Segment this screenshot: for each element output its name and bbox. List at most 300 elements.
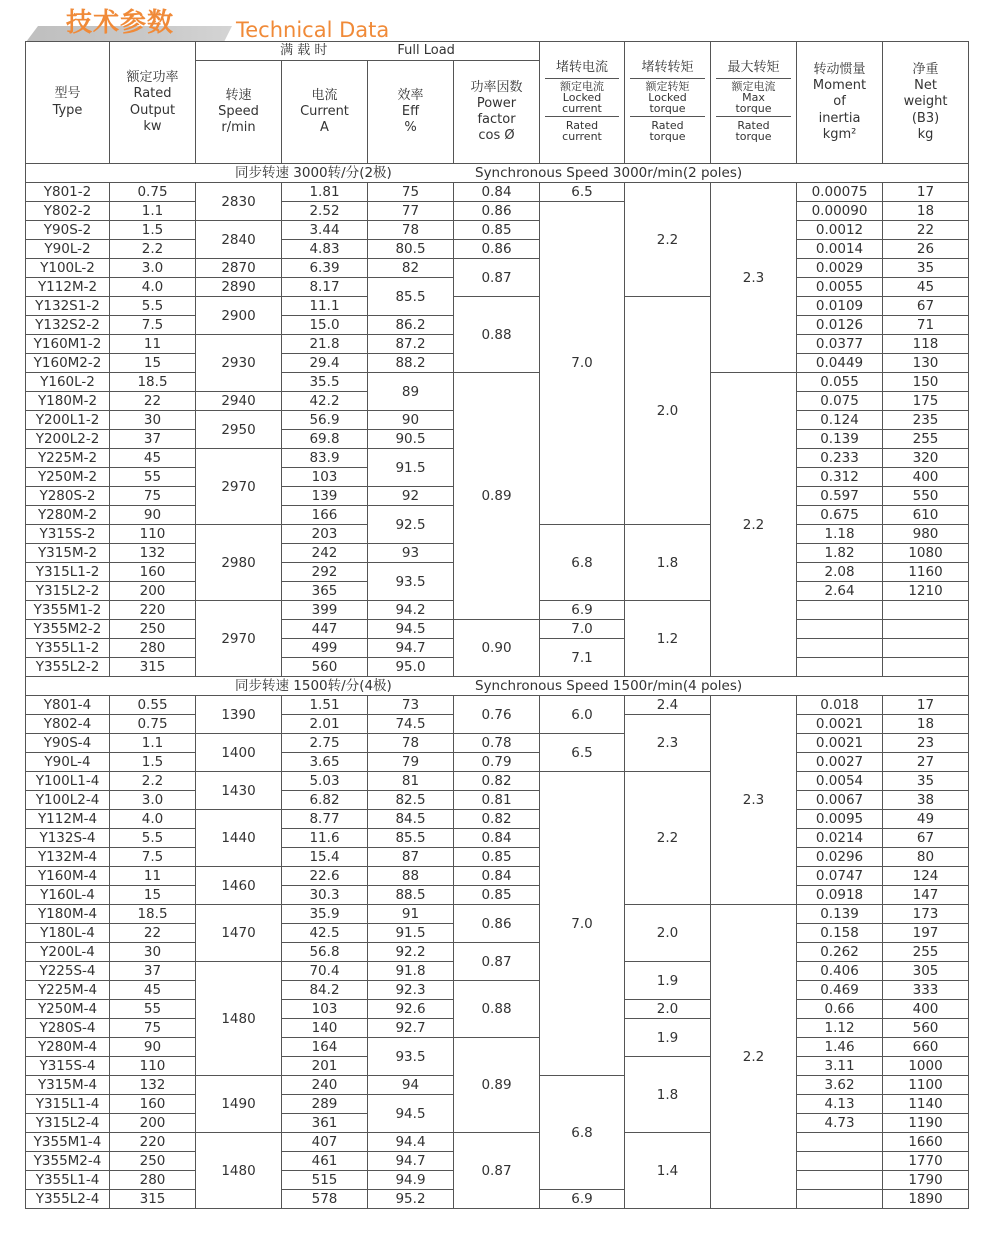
current-cell: 3.44: [282, 221, 368, 240]
header-inertia-en3: inertia: [818, 110, 861, 126]
speed-cell: 2840: [196, 221, 282, 259]
current-cell: 140: [282, 1019, 368, 1038]
inertia-cell: 0.0012: [797, 221, 883, 240]
header-eff-cn: 效率: [397, 87, 424, 103]
rated-output-cell: 7.5: [110, 316, 196, 335]
current-cell: 201: [282, 1057, 368, 1076]
max-torque-cell: 2.3: [711, 696, 797, 905]
current-cell: 69.8: [282, 430, 368, 449]
inertia-cell: 0.0027: [797, 753, 883, 772]
power-factor-cell: 0.84: [454, 829, 540, 848]
type-cell: Y225M-4: [26, 981, 110, 1000]
eff-cell: 85.5: [368, 829, 454, 848]
current-cell: 139: [282, 487, 368, 506]
section-label-en: Synchronous Speed 1500r/min(4 poles): [475, 678, 743, 694]
table-row: [26, 202, 969, 221]
current-cell: 35.5: [282, 373, 368, 392]
header-weight-en1: Net: [914, 78, 937, 94]
header-rated-output: [110, 42, 196, 164]
type-cell: Y160M1-2: [26, 335, 110, 354]
table-row: [26, 297, 969, 316]
rated-output-cell: 30: [110, 411, 196, 430]
header-current-unit: A: [320, 120, 329, 136]
inertia-cell: 0.124: [797, 411, 883, 430]
type-cell: Y200L-4: [26, 943, 110, 962]
technical-data-table: [25, 41, 969, 1209]
locked-torque-cell: 1.4: [625, 1133, 711, 1209]
type-cell: Y355L1-4: [26, 1171, 110, 1190]
weight-cell: 118: [883, 335, 969, 354]
speed-cell: 1470: [196, 905, 282, 962]
weight-cell: 1770: [883, 1152, 969, 1171]
eff-cell: 77: [368, 202, 454, 221]
type-cell: Y315L2-2: [26, 582, 110, 601]
current-cell: 560: [282, 658, 368, 677]
eff-cell: 92.7: [368, 1019, 454, 1038]
table-row: [26, 905, 969, 924]
current-cell: 83.9: [282, 449, 368, 468]
weight-cell: 27: [883, 753, 969, 772]
speed-cell: 1440: [196, 810, 282, 867]
speed-cell: 1400: [196, 734, 282, 772]
table-row: [26, 1038, 969, 1057]
eff-cell: 92.5: [368, 506, 454, 544]
eff-cell: 85.5: [368, 278, 454, 316]
rated-output-cell: 11: [110, 867, 196, 886]
type-cell: Y801-2: [26, 183, 110, 202]
current-cell: 35.9: [282, 905, 368, 924]
current-cell: 289: [282, 1095, 368, 1114]
eff-cell: 92.3: [368, 981, 454, 1000]
power-factor-cell: 0.82: [454, 810, 540, 829]
header-rated-output-cn: 额定功率: [126, 70, 179, 85]
power-factor-cell: 0.82: [454, 772, 540, 791]
inertia-cell: 0.0126: [797, 316, 883, 335]
rated-output-cell: 11: [110, 335, 196, 354]
table-row: [26, 620, 969, 639]
power-factor-cell: 0.85: [454, 848, 540, 867]
header-locked-current-mid-cn: 额定电流: [560, 79, 605, 93]
header-inertia-cn: 转动惯量: [813, 61, 866, 77]
table-row: [26, 791, 969, 810]
inertia-cell: 0.469: [797, 981, 883, 1000]
weight-cell: 980: [883, 525, 969, 544]
header-locked-torque: [625, 42, 711, 164]
eff-cell: 93.5: [368, 1038, 454, 1076]
weight-cell: 38: [883, 791, 969, 810]
rated-output-cell: 45: [110, 449, 196, 468]
rated-output-cell: 3.0: [110, 791, 196, 810]
weight-cell: 255: [883, 430, 969, 449]
section-label: [26, 164, 969, 183]
speed-cell: 2970: [196, 601, 282, 677]
inertia-cell: 1.12: [797, 1019, 883, 1038]
rated-output-cell: 0.75: [110, 715, 196, 734]
current-cell: 515: [282, 1171, 368, 1190]
header-type: [26, 42, 110, 164]
eff-cell: 88.2: [368, 354, 454, 373]
eff-cell: 80.5: [368, 240, 454, 259]
rated-output-cell: 4.0: [110, 810, 196, 829]
locked-torque-cell: 1.9: [625, 1019, 711, 1057]
inertia-cell: 2.64: [797, 582, 883, 601]
eff-cell: 81: [368, 772, 454, 791]
inertia-cell: 0.0449: [797, 354, 883, 373]
eff-cell: 74.5: [368, 715, 454, 734]
current-cell: 103: [282, 468, 368, 487]
current-cell: 21.8: [282, 335, 368, 354]
rated-output-cell: 315: [110, 658, 196, 677]
inertia-cell: 0.0014: [797, 240, 883, 259]
eff-cell: 87.2: [368, 335, 454, 354]
type-cell: Y315M-4: [26, 1076, 110, 1095]
header-power-factor-cn: 功率因数: [470, 79, 523, 95]
type-cell: Y180L-4: [26, 924, 110, 943]
table-row: [26, 886, 969, 905]
header-inertia-en1: Moment: [812, 78, 867, 94]
inertia-cell: 0.139: [797, 430, 883, 449]
speed-cell: 1480: [196, 962, 282, 1076]
max-torque-cell: 2.3: [711, 183, 797, 373]
section-label: [26, 677, 969, 696]
current-cell: 29.4: [282, 354, 368, 373]
rated-output-cell: 37: [110, 430, 196, 449]
weight-cell: 400: [883, 468, 969, 487]
table-row: [26, 1133, 969, 1152]
type-cell: Y112M-4: [26, 810, 110, 829]
inertia-cell: 4.73: [797, 1114, 883, 1133]
weight-cell: 17: [883, 696, 969, 715]
weight-cell: [883, 620, 969, 639]
current-cell: 407: [282, 1133, 368, 1152]
header-weight-en2: weight: [903, 94, 948, 110]
table-row: [26, 981, 969, 1000]
locked-torque-cell: 2.3: [625, 715, 711, 772]
current-cell: 1.51: [282, 696, 368, 715]
header-locked-torque-bot2: torque: [649, 129, 686, 143]
weight-cell: 175: [883, 392, 969, 411]
current-cell: 365: [282, 582, 368, 601]
type-cell: Y315L2-4: [26, 1114, 110, 1133]
header-max-torque-bot2: torque: [735, 129, 772, 143]
page-banner: [0, 0, 998, 42]
current-cell: 30.3: [282, 886, 368, 905]
header-eff-en: Eff: [401, 103, 420, 119]
weight-cell: 1660: [883, 1133, 969, 1152]
rated-output-cell: 22: [110, 392, 196, 411]
weight-cell: 80: [883, 848, 969, 867]
locked-current-cell: 6.5: [540, 734, 625, 772]
weight-cell: [883, 658, 969, 677]
weight-cell: 26: [883, 240, 969, 259]
weight-cell: [883, 639, 969, 658]
locked-current-cell: 6.5: [540, 183, 625, 202]
eff-cell: 92.2: [368, 943, 454, 962]
current-cell: 42.5: [282, 924, 368, 943]
weight-cell: [883, 601, 969, 620]
locked-torque-cell: 2.0: [625, 905, 711, 962]
header-power-factor-unit: cos Ø: [478, 128, 515, 144]
rated-output-cell: 200: [110, 1114, 196, 1133]
weight-cell: 1790: [883, 1171, 969, 1190]
weight-cell: 130: [883, 354, 969, 373]
power-factor-cell: 0.89: [454, 373, 540, 620]
rated-output-cell: 1.1: [110, 734, 196, 753]
banner-title-en: Technical Data: [236, 18, 390, 42]
eff-cell: 79: [368, 753, 454, 772]
rated-output-cell: 200: [110, 582, 196, 601]
rated-output-cell: 132: [110, 1076, 196, 1095]
locked-current-cell: 6.9: [540, 601, 625, 620]
rated-output-cell: 315: [110, 1190, 196, 1209]
rated-output-cell: 22: [110, 924, 196, 943]
type-cell: Y132S1-2: [26, 297, 110, 316]
power-factor-cell: 0.88: [454, 981, 540, 1038]
rated-output-cell: 5.5: [110, 829, 196, 848]
rated-output-cell: 220: [110, 601, 196, 620]
rated-output-cell: 110: [110, 525, 196, 544]
current-cell: 361: [282, 1114, 368, 1133]
inertia-cell: 0.158: [797, 924, 883, 943]
header-locked-current-mid2: current: [562, 101, 602, 115]
eff-cell: 92: [368, 487, 454, 506]
table-row: [26, 373, 969, 392]
type-cell: Y112M-2: [26, 278, 110, 297]
type-cell: Y90L-4: [26, 753, 110, 772]
rated-output-cell: 3.0: [110, 259, 196, 278]
current-cell: 461: [282, 1152, 368, 1171]
type-cell: Y160L-2: [26, 373, 110, 392]
locked-torque-cell: 2.2: [625, 183, 711, 297]
inertia-cell: [797, 658, 883, 677]
rated-output-cell: 1.1: [110, 202, 196, 221]
header-power-factor: [454, 61, 540, 164]
rated-output-cell: 55: [110, 468, 196, 487]
type-cell: Y180M-2: [26, 392, 110, 411]
speed-cell: 2940: [196, 392, 282, 411]
eff-cell: 95.0: [368, 658, 454, 677]
type-cell: Y100L-2: [26, 259, 110, 278]
inertia-cell: 0.00075: [797, 183, 883, 202]
locked-current-cell: 6.9: [540, 1190, 625, 1209]
eff-cell: 91: [368, 905, 454, 924]
rated-output-cell: 160: [110, 563, 196, 582]
weight-cell: 1080: [883, 544, 969, 563]
inertia-cell: 1.46: [797, 1038, 883, 1057]
inertia-cell: 0.66: [797, 1000, 883, 1019]
eff-cell: 91.5: [368, 449, 454, 487]
locked-torque-cell: 2.2: [625, 772, 711, 905]
weight-cell: 71: [883, 316, 969, 335]
type-cell: Y802-2: [26, 202, 110, 221]
header-full-load-en: Full Load: [397, 42, 455, 58]
speed-cell: 1480: [196, 1133, 282, 1209]
eff-cell: 94: [368, 1076, 454, 1095]
power-factor-cell: 0.84: [454, 183, 540, 202]
speed-cell: 2970: [196, 449, 282, 525]
weight-cell: 255: [883, 943, 969, 962]
type-cell: Y802-4: [26, 715, 110, 734]
current-cell: 2.75: [282, 734, 368, 753]
current-cell: 6.39: [282, 259, 368, 278]
eff-cell: 90.5: [368, 430, 454, 449]
table-row: [26, 734, 969, 753]
header-locked-current-mid1: Locked: [562, 90, 602, 104]
table-row: [26, 259, 969, 278]
current-cell: 42.2: [282, 392, 368, 411]
table-body: [26, 164, 969, 1209]
rated-output-cell: 90: [110, 506, 196, 525]
inertia-cell: 0.0029: [797, 259, 883, 278]
rated-output-cell: 0.55: [110, 696, 196, 715]
header-locked-current-cn: 堵转电流: [545, 60, 619, 78]
table-row: [26, 848, 969, 867]
power-factor-cell: 0.87: [454, 943, 540, 981]
type-cell: Y132S-4: [26, 829, 110, 848]
type-cell: Y160M-4: [26, 867, 110, 886]
current-cell: 6.82: [282, 791, 368, 810]
type-cell: Y801-4: [26, 696, 110, 715]
inertia-cell: 0.0296: [797, 848, 883, 867]
table-row: [26, 772, 969, 791]
header-rated-output-en1: Rated: [133, 86, 172, 102]
type-cell: Y355M2-4: [26, 1152, 110, 1171]
current-cell: 70.4: [282, 962, 368, 981]
inertia-cell: [797, 1190, 883, 1209]
table-row: [26, 943, 969, 962]
power-factor-cell: 0.78: [454, 734, 540, 753]
current-cell: 84.2: [282, 981, 368, 1000]
header-locked-current: [540, 42, 625, 164]
header-locked-torque-mid1: Locked: [648, 90, 687, 104]
rated-output-cell: 110: [110, 1057, 196, 1076]
current-cell: 292: [282, 563, 368, 582]
header-inertia-en2: of: [833, 94, 846, 110]
inertia-cell: 1.82: [797, 544, 883, 563]
inertia-cell: [797, 639, 883, 658]
type-cell: Y250M-2: [26, 468, 110, 487]
banner-title-cn: 技术参数: [66, 8, 175, 38]
power-factor-cell: 0.79: [454, 753, 540, 772]
type-cell: Y160L-4: [26, 886, 110, 905]
eff-cell: 78: [368, 221, 454, 240]
speed-cell: 2930: [196, 335, 282, 392]
power-factor-cell: 0.84: [454, 867, 540, 886]
table-row: [26, 221, 969, 240]
inertia-cell: 0.0109: [797, 297, 883, 316]
weight-cell: 22: [883, 221, 969, 240]
speed-cell: 2870: [196, 259, 282, 278]
header-max-torque: [711, 42, 797, 164]
header-locked-current-bot1: Rated: [565, 118, 599, 132]
eff-cell: 94.9: [368, 1171, 454, 1190]
weight-cell: 18: [883, 202, 969, 221]
inertia-cell: 0.018: [797, 696, 883, 715]
eff-cell: 94.4: [368, 1133, 454, 1152]
type-cell: Y355M2-2: [26, 620, 110, 639]
type-cell: Y315S-2: [26, 525, 110, 544]
section-label-cn: 同步转速 1500转/分(4极): [235, 678, 392, 694]
inertia-cell: [797, 1133, 883, 1152]
header-locked-torque-bot1: Rated: [651, 118, 684, 132]
inertia-cell: 0.406: [797, 962, 883, 981]
inertia-cell: 0.0095: [797, 810, 883, 829]
power-factor-cell: 0.86: [454, 202, 540, 221]
inertia-cell: 2.08: [797, 563, 883, 582]
type-cell: Y280M-4: [26, 1038, 110, 1057]
locked-current-cell: 7.0: [540, 620, 625, 639]
current-cell: 1.81: [282, 183, 368, 202]
current-cell: 166: [282, 506, 368, 525]
power-factor-cell: 0.90: [454, 620, 540, 677]
header-full-load: [196, 42, 540, 61]
eff-cell: 91.5: [368, 924, 454, 943]
type-cell: Y200L1-2: [26, 411, 110, 430]
type-cell: Y355M1-2: [26, 601, 110, 620]
rated-output-cell: 55: [110, 1000, 196, 1019]
locked-current-cell: 7.0: [540, 202, 625, 525]
type-cell: Y280M-2: [26, 506, 110, 525]
speed-cell: 2890: [196, 278, 282, 297]
weight-cell: 1210: [883, 582, 969, 601]
table-row: [26, 183, 969, 202]
weight-cell: 610: [883, 506, 969, 525]
header-inertia-unit: kgm²: [822, 126, 857, 142]
inertia-cell: 0.262: [797, 943, 883, 962]
inertia-cell: [797, 601, 883, 620]
inertia-cell: [797, 1152, 883, 1171]
rated-output-cell: 4.0: [110, 278, 196, 297]
weight-cell: 550: [883, 487, 969, 506]
weight-cell: 124: [883, 867, 969, 886]
header-weight-cn: 净重: [912, 61, 939, 77]
type-cell: Y100L1-4: [26, 772, 110, 791]
weight-cell: 1160: [883, 563, 969, 582]
current-cell: 4.83: [282, 240, 368, 259]
rated-output-cell: 1.5: [110, 753, 196, 772]
locked-current-cell: 7.0: [540, 772, 625, 1076]
speed-cell: 1460: [196, 867, 282, 905]
power-factor-cell: 0.85: [454, 886, 540, 905]
eff-cell: 93.5: [368, 563, 454, 601]
rated-output-cell: 75: [110, 1019, 196, 1038]
weight-cell: 17: [883, 183, 969, 202]
inertia-cell: 0.0067: [797, 791, 883, 810]
inertia-cell: [797, 620, 883, 639]
eff-cell: 89: [368, 373, 454, 411]
header-max-torque-mid-cn: 额定电流: [731, 79, 776, 93]
weight-cell: 173: [883, 905, 969, 924]
eff-cell: 94.5: [368, 1095, 454, 1133]
eff-cell: 91.8: [368, 962, 454, 981]
rated-output-cell: 15: [110, 886, 196, 905]
eff-cell: 94.5: [368, 620, 454, 639]
current-cell: 56.9: [282, 411, 368, 430]
section-label-cn: 同步转速 3000转/分(2极): [235, 165, 392, 181]
type-cell: Y160M2-2: [26, 354, 110, 373]
type-cell: Y180M-4: [26, 905, 110, 924]
rated-output-cell: 2.2: [110, 772, 196, 791]
table-row: [26, 753, 969, 772]
header-full-load-cn: 满 载 时: [280, 42, 328, 58]
rated-output-cell: 18.5: [110, 905, 196, 924]
current-cell: 164: [282, 1038, 368, 1057]
locked-current-cell: 7.1: [540, 639, 625, 677]
inertia-cell: 0.0214: [797, 829, 883, 848]
type-cell: Y90L-2: [26, 240, 110, 259]
inertia-cell: 0.00090: [797, 202, 883, 221]
eff-cell: 95.2: [368, 1190, 454, 1209]
